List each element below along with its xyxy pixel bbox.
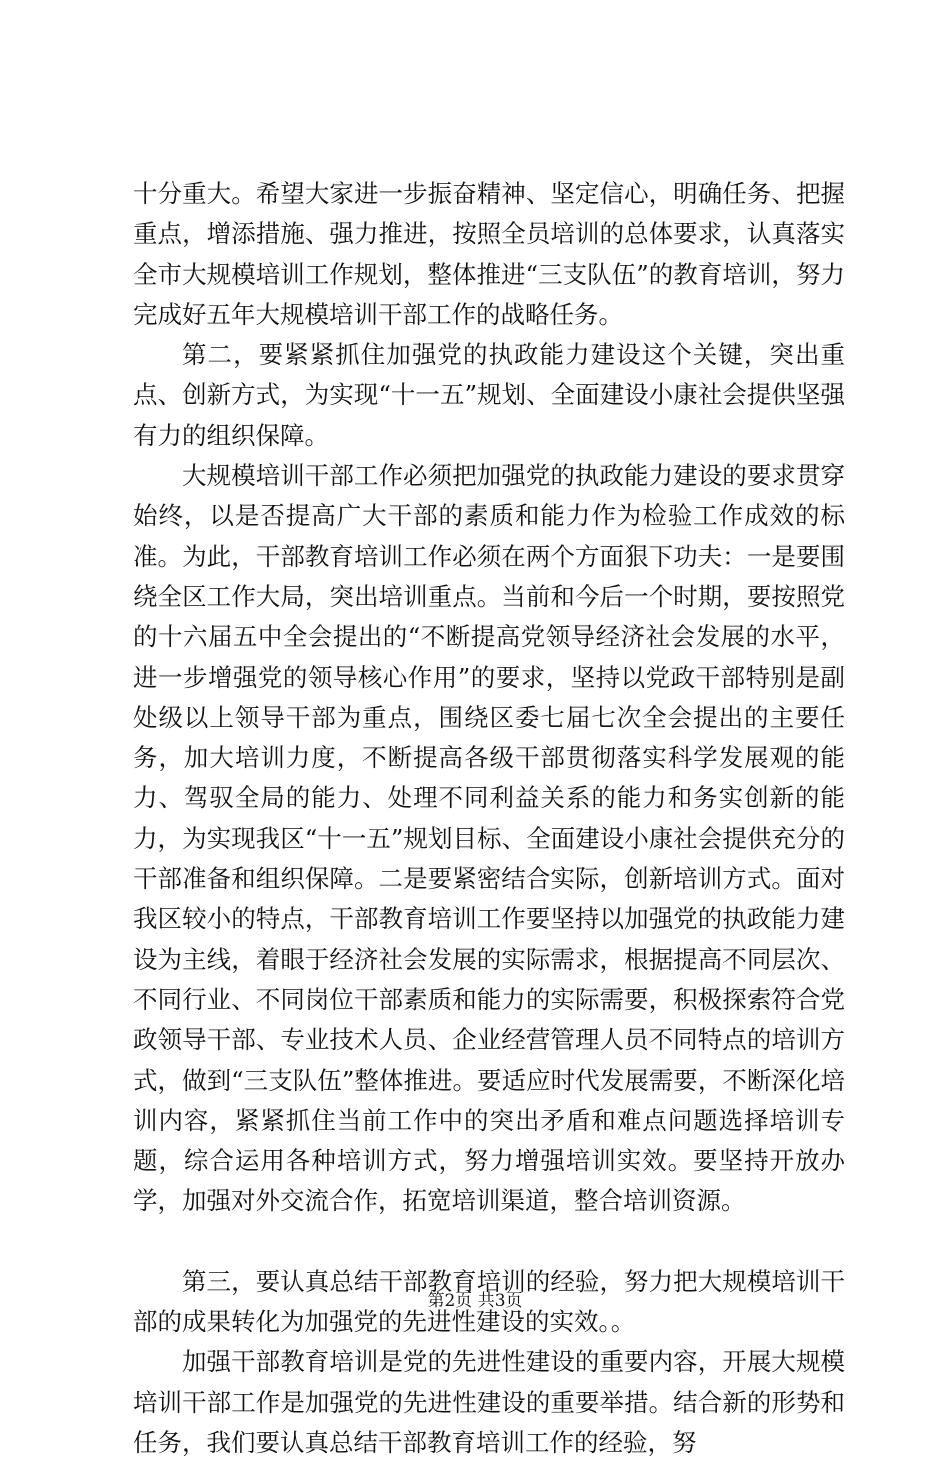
paragraph-2: 第二，要紧紧抓住加强党的执政能力建设这个关键，突出重点、创新方式，为实现“十一五”规划、全面建设小康社会提供坚强有力的组织保障。 — [133, 340, 845, 450]
paragraph-1: 十分重大。希望大家进一步振奋精神、坚定信心，明确任务、把握重点，增添措施、强力推进，按照全员培训的总体要求，认真落实全市大规模培训工作规划，整体推进“三支队伍”的教育培训，努力完成好五年大规模培训干部工作的战略任务。 — [133, 179, 845, 329]
paragraph-4: 第三，要认真总结干部教育培训的经验，努力把大规模培训干部的成果转化为加强党的先进性建设的实效。。 — [133, 1266, 845, 1337]
paragraph-5: 加强干部教育培训是党的先进性建设的重要内容，开展大规模培训干部工作是加强党的先进性建设的重要举措。结合新的形势和任务，我们要认真总结干部教育培训工作的经验，努 — [133, 1347, 845, 1457]
paragraph-3: 大规模培训干部工作必须把加强党的执政能力建设的要求贯穿始终，以是否提高广大干部的素质和能力作为检验工作成效的标准。为此，干部教育培训工作必须在两个方面狠下功夫：一是要围绕全区工作大局，突出培训重点。当前和今后一个时期，要按照党的十六届五中全会提出的“不断提高党领导经济社会发展的水平，进一步增强党的领导核心作用”的要求，坚持以党政干部特别是副处级以上领导干部为重点，围绕区委七届七次全会提出的主要任务，加大培训力度，不断提高各级干部贯彻落实科学发展观的能力、驾驭全局的能力、处理不同利益关系的能力和务实创新的能力，为实现我区“十一五”规划目标、全面建设小康社会提供充分的干部准备和组织保障。二是要紧密结合实际，创新培训方式。面对我区较小的特点，干部教育培训工作要坚持以加强党的执政能力建设为主线，着眼于经济社会发展的实际需求，根据提高不同层次、不同行业、不同岗位干部素质和能力的实际需要，积极探索符合党政领导干部、专业技术人员、企业经营管理人员不同特点的培训方式，做到“三支队伍”整体推进。要适应时代发展需要，不断深化培训内容，紧紧抓住当前工作中的突出矛盾和难点问题选择培训专题，综合运用各种培训方式，努力增强培训实效。要坚持开放办学，加强对外交流合作，拓宽培训渠道，整合培训资源。 — [133, 461, 845, 1216]
page-number-footer: 第2页 共3页 — [427, 1291, 523, 1311]
document-body — [133, 174, 845, 1463]
paragraph-gap — [133, 1222, 845, 1262]
